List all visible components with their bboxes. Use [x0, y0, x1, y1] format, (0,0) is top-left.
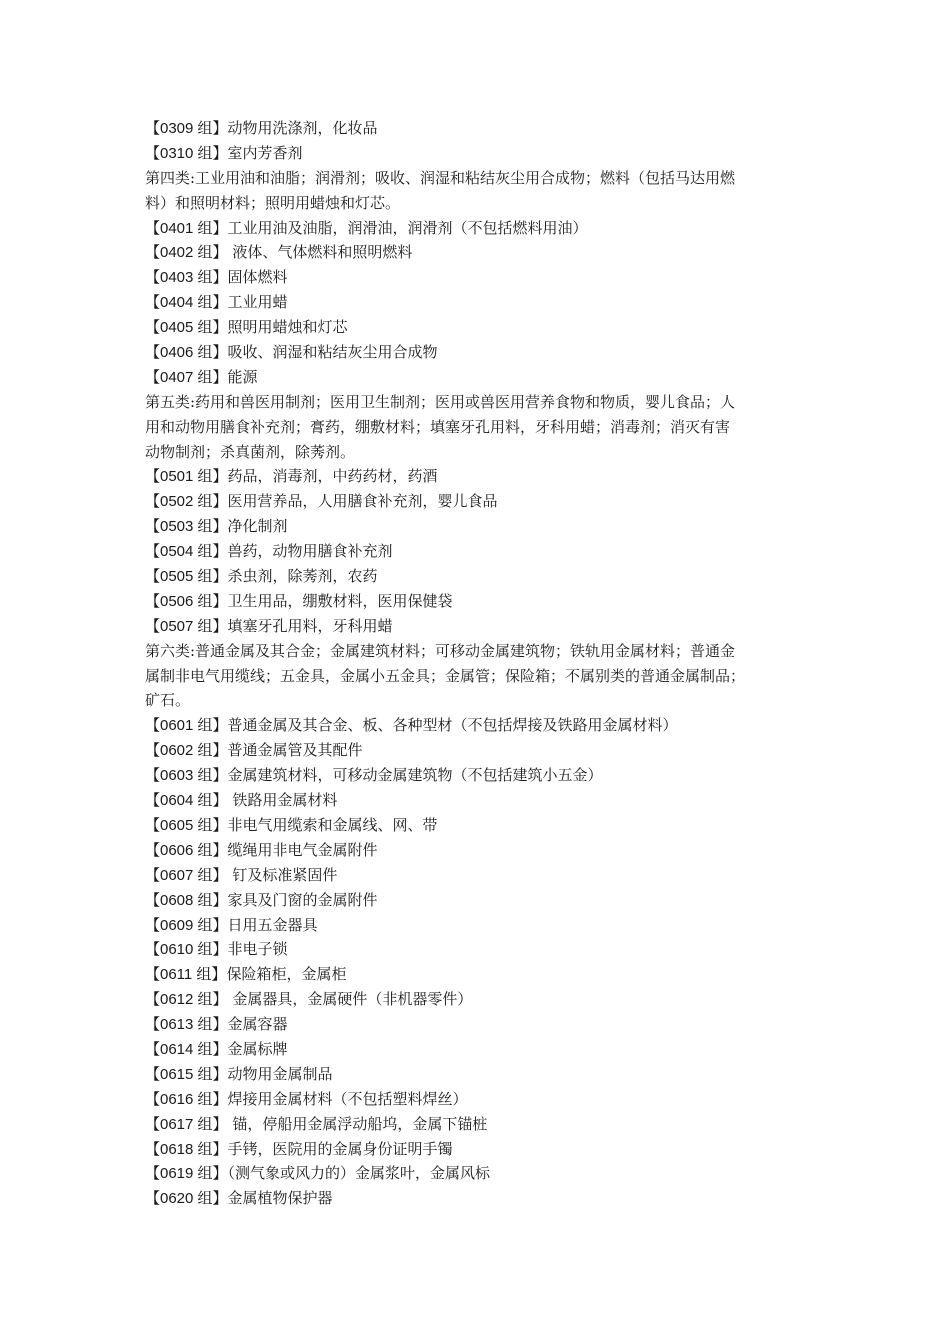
- group-entry: [145, 788, 810, 813]
- class-heading-line: 料）和照明材料；照明用蜡烛和灯芯。: [145, 193, 401, 212]
- class-heading: [145, 390, 810, 465]
- group-description: 金属建筑材料，可移动金属建筑物（不包括建筑小五金）: [227, 766, 603, 785]
- group-description: 手铐，医院用的金属身份证明手镯: [227, 1139, 453, 1158]
- group-description: 铁路用金属材料: [227, 791, 338, 810]
- group-entry: [145, 141, 810, 166]
- group-description: 非电子锁: [227, 940, 288, 959]
- group-code: 【0605 组】: [145, 816, 228, 834]
- class-heading-line: 第六类:普通金属及其合金；金属建筑材料；可移动金属建筑物；铁轨用金属材料；普通金: [145, 641, 736, 660]
- group-entry: [145, 539, 810, 564]
- group-entry: [145, 962, 810, 987]
- group-code: 【0309 组】: [145, 120, 228, 137]
- group-code: 【0610 组】: [145, 941, 228, 959]
- group-entry: [145, 240, 810, 265]
- class-heading-line: 矿石。: [145, 691, 191, 710]
- class-heading-line: 用和动物用膳食补充剂；膏药，绷敷材料；填塞牙孔用料，牙科用蜡；消毒剂；消灭有害: [145, 417, 731, 436]
- group-entry: [145, 913, 810, 938]
- group-code: 【0404 组】: [145, 294, 228, 312]
- group-description: 金属容器: [227, 1015, 288, 1034]
- group-code: 【0403 组】: [145, 269, 228, 287]
- group-code: 【0402 组】: [145, 244, 228, 262]
- group-entry: [145, 464, 810, 489]
- group-entry: [145, 340, 810, 365]
- group-code: 【0407 组】: [145, 368, 228, 386]
- group-entry: [145, 489, 810, 514]
- group-code: 【0506 组】: [145, 592, 228, 610]
- document-page: [145, 116, 810, 1211]
- group-entry: [145, 564, 810, 589]
- group-entry: [145, 290, 810, 315]
- group-entry: [145, 265, 810, 290]
- group-code: 【0611 组】: [145, 966, 227, 984]
- group-code: 【0601 组】: [145, 717, 228, 735]
- group-description: 非电气用缆索和金属线、网、带: [227, 815, 438, 834]
- group-entry: [145, 315, 810, 340]
- group-entry: [145, 1112, 810, 1137]
- class-heading: [145, 639, 810, 714]
- group-code: 【0619 组】: [145, 1165, 228, 1183]
- group-code: 【0612 组】: [145, 991, 228, 1009]
- group-code: 【0620 组】: [145, 1190, 228, 1208]
- group-description: 金属器具，金属硬件（非机器零件）: [227, 990, 473, 1009]
- group-description: 动物用洗涤剂，化妆品: [227, 119, 378, 137]
- group-entry: [145, 589, 810, 614]
- group-description: 液体、气体燃料和照明燃料: [227, 243, 413, 262]
- group-description: 焊接用金属材料（不包括塑料焊丝）: [227, 1089, 468, 1108]
- class-heading-line: 第四类:工业用油和油脂；润滑剂；吸收、润湿和粘结灰尘用合成物；燃料（包括马达用燃: [145, 168, 736, 187]
- group-entry: [145, 614, 810, 639]
- group-entry: [145, 937, 810, 962]
- group-description: 钉及标准紧固件: [227, 865, 338, 884]
- group-description: 日用五金器具: [227, 915, 318, 934]
- group-entry: [145, 365, 810, 390]
- group-entry: [145, 216, 810, 241]
- group-description: 金属标牌: [227, 1039, 288, 1058]
- group-description: 照明用蜡烛和灯芯: [227, 318, 348, 337]
- group-code: 【0405 组】: [145, 319, 228, 337]
- group-code: 【0614 组】: [145, 1040, 228, 1058]
- group-code: 【0607 组】: [145, 866, 228, 884]
- group-entry: [145, 1186, 810, 1211]
- group-entry: [145, 1137, 810, 1162]
- group-description: 普通金属及其合金、板、各种型材（不包括焊接及铁路用金属材料）: [227, 716, 678, 735]
- group-entry: [145, 1037, 810, 1062]
- group-description: 锚，停船用金属浮动船坞，金属下锚桩: [227, 1114, 488, 1133]
- group-description: 普通金属管及其配件: [227, 741, 363, 760]
- group-code: 【0406 组】: [145, 344, 228, 362]
- group-code: 【0604 组】: [145, 792, 228, 810]
- class-heading-line: 动物制剂；杀真菌剂，除莠剂。: [145, 442, 356, 461]
- group-entry: [145, 1087, 810, 1112]
- group-description: 动物用金属制品: [227, 1064, 333, 1083]
- group-entry: [145, 763, 810, 788]
- group-description: 保险箱柜，金属柜: [226, 965, 347, 984]
- group-description: 医用营养品，人用膳食补充剂，婴儿食品: [227, 492, 498, 511]
- group-entry: [145, 863, 810, 888]
- group-entry: [145, 514, 810, 539]
- group-description: 填塞牙孔用料，牙科用蜡: [227, 616, 393, 635]
- group-code: 【0613 组】: [145, 1016, 228, 1034]
- group-code: 【0501 组】: [145, 468, 228, 486]
- group-entry: [145, 1062, 810, 1087]
- class-heading: [145, 166, 810, 216]
- group-description: （测气象或风力的）金属浆叶，金属风标: [227, 1164, 491, 1183]
- group-entry: [145, 738, 810, 763]
- group-description: 缆绳用非电气金属附件: [227, 840, 378, 859]
- group-entry: [145, 987, 810, 1012]
- group-code: 【0602 组】: [145, 742, 228, 760]
- group-description: 吸收、润湿和粘结灰尘用合成物: [227, 343, 438, 362]
- group-description: 固体燃料: [227, 268, 288, 287]
- group-code: 【0616 组】: [145, 1090, 228, 1108]
- group-description: 能源: [227, 367, 258, 386]
- group-description: 净化制剂: [227, 517, 288, 536]
- group-description: 卫生用品，绷敷材料，医用保健袋: [227, 591, 453, 610]
- group-code: 【0504 组】: [145, 543, 228, 561]
- group-code: 【0502 组】: [145, 493, 228, 511]
- group-description: 家具及门窗的金属附件: [227, 890, 378, 909]
- class-heading-line: 属制非电气用缆线；五金具，金属小五金具；金属管；保险箱；不属别类的普通金属制品；: [145, 666, 746, 685]
- group-code: 【0609 组】: [145, 916, 228, 934]
- group-code: 【0503 组】: [145, 518, 228, 536]
- group-entry: [145, 1012, 810, 1037]
- class-heading-line: 第五类:药用和兽医用制剂；医用卫生制剂；医用或兽医用营养食物和物质，婴儿食品；人: [145, 392, 736, 411]
- group-code: 【0615 组】: [145, 1065, 228, 1083]
- group-code: 【0507 组】: [145, 617, 228, 635]
- group-entry: [145, 838, 810, 863]
- group-code: 【0401 组】: [145, 219, 228, 237]
- group-code: 【0606 组】: [145, 841, 228, 859]
- group-entry: [145, 888, 810, 913]
- group-entry: [145, 813, 810, 838]
- group-description: 金属植物保护器: [227, 1189, 333, 1208]
- group-entry: [145, 116, 810, 141]
- group-description: 工业用蜡: [227, 293, 288, 312]
- group-code: 【0603 组】: [145, 767, 228, 785]
- group-description: 工业用油及油脂，润滑油，润滑剂（不包括燃料用油）: [227, 218, 588, 237]
- group-description: 药品，消毒剂，中药药材，药酒: [227, 467, 438, 486]
- group-code: 【0618 组】: [145, 1140, 228, 1158]
- group-code: 【0608 组】: [145, 891, 228, 909]
- group-code: 【0617 组】: [145, 1115, 228, 1133]
- group-entry: [145, 1161, 810, 1186]
- group-code: 【0505 组】: [145, 568, 228, 586]
- group-description: 杀虫剂，除莠剂，农药: [227, 567, 378, 586]
- group-entry: [145, 713, 810, 738]
- group-description: 室内芳香剂: [227, 143, 303, 162]
- group-description: 兽药，动物用膳食补充剂: [227, 542, 393, 561]
- group-code: 【0310 组】: [145, 144, 228, 162]
